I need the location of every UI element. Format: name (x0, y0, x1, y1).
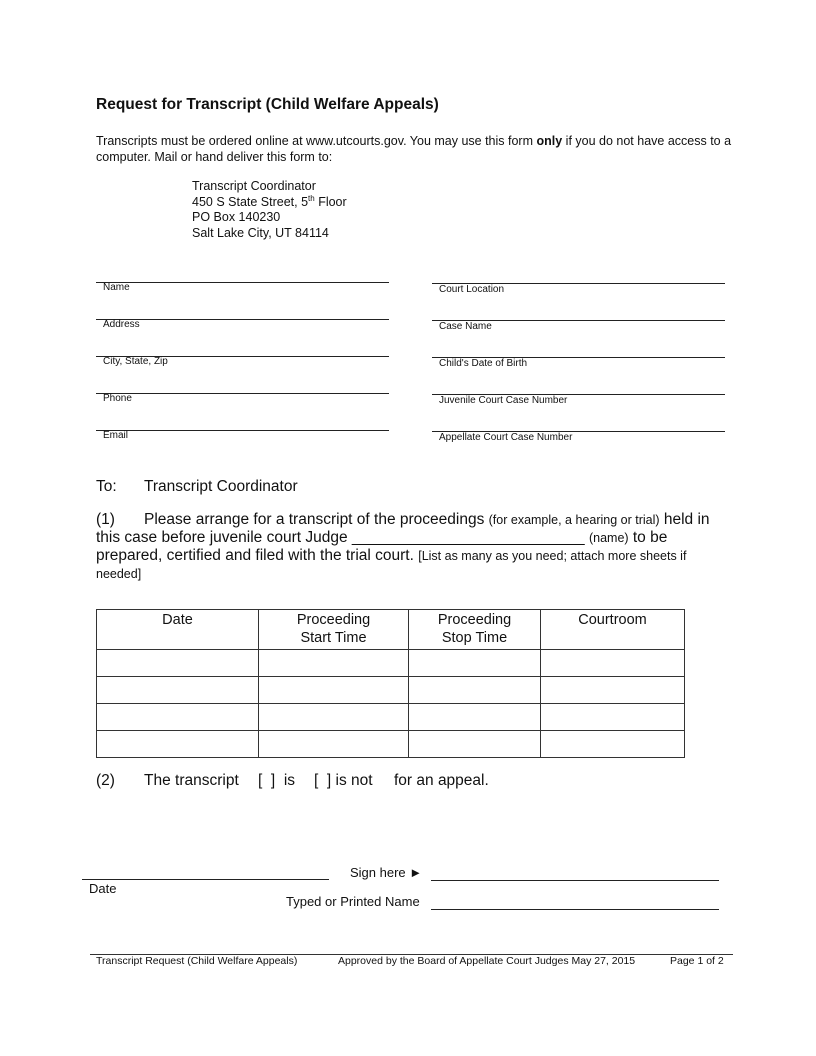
section-1-number: (1) (96, 511, 115, 528)
mailing-address (192, 179, 347, 241)
name-label: Name (103, 282, 130, 293)
address-line-1: Transcript Coordinator (192, 179, 316, 193)
table-cell[interactable] (541, 704, 685, 731)
header-stop-time: Proceeding Stop Time (409, 610, 541, 650)
section-2-tail: for an appeal. (394, 772, 489, 789)
section-1-text: (1) Please arrange for a transcript of the proceedings (for example, a hearing or trial) held in this case before juvenile court Judge ___________________________ (name) to be prepared, certified and filed with the trial court. [List as many as you need; attach more sheets if needed] (96, 511, 710, 581)
header-date: Date (97, 610, 259, 650)
to-line (96, 478, 298, 496)
case-name-label: Case Name (439, 321, 492, 332)
email-label: Email (103, 430, 129, 441)
option-is-not-checkbox[interactable]: [ ] is not (314, 772, 373, 789)
signature-field[interactable] (431, 880, 719, 881)
section-2-lead: The transcript (144, 772, 239, 789)
phone-field[interactable] (96, 393, 389, 394)
table-cell[interactable] (259, 704, 409, 731)
table-row (97, 704, 685, 731)
date-field[interactable] (82, 879, 329, 880)
table-cell[interactable] (97, 731, 259, 758)
table-cell[interactable] (259, 731, 409, 758)
proceedings-table (96, 609, 685, 758)
table-cell[interactable] (541, 731, 685, 758)
section-2-text (96, 772, 489, 790)
table-cell[interactable] (541, 650, 685, 677)
footer-left: Transcript Request (Child Welfare Appeals) (96, 955, 298, 967)
table-cell[interactable] (97, 650, 259, 677)
table-cell[interactable] (259, 677, 409, 704)
address-line-3: PO Box 140230 (192, 210, 281, 224)
date-label: Date (89, 881, 117, 896)
table-cell[interactable] (259, 650, 409, 677)
intro-text (96, 133, 736, 165)
name-field[interactable] (96, 282, 389, 283)
table-cell[interactable] (97, 677, 259, 704)
header-courtroom: Courtroom (541, 610, 685, 650)
footer-center: Approved by the Board of Appellate Court Judges May 27, 2015 (338, 955, 636, 967)
address-label: Address (103, 319, 140, 330)
phone-label: Phone (103, 393, 132, 404)
table-cell[interactable] (541, 677, 685, 704)
table-row (97, 731, 685, 758)
city-state-zip-label: City, State, Zip (103, 356, 168, 367)
address-field[interactable] (96, 319, 389, 320)
printed-name-label: Typed or Printed Name (286, 894, 420, 909)
table-row (97, 677, 685, 704)
page-number: Page 1 of 2 (670, 955, 724, 967)
printed-name-field[interactable] (431, 909, 719, 910)
intro-bold: only (536, 134, 563, 148)
sign-here-label: Sign here ► (350, 865, 423, 880)
address-line-2: 450 S State Street, 5th Floor (192, 193, 347, 209)
child-dob-label: Child's Date of Birth (439, 358, 528, 369)
to-value: Transcript Coordinator (144, 478, 298, 495)
table-cell[interactable] (409, 650, 541, 677)
address-line-4: Salt Lake City, UT 84114 (192, 225, 329, 240)
intro-part1: Transcripts must be ordered online at www.utcourts.gov. You may use this form (96, 134, 537, 148)
table-cell[interactable] (409, 704, 541, 731)
table-cell[interactable] (97, 704, 259, 731)
table-row (97, 650, 685, 677)
to-label: To: (96, 478, 117, 495)
table-cell[interactable] (409, 677, 541, 704)
page-title: Request for Transcript (Child Welfare Appeals) (96, 96, 439, 113)
option-is-checkbox[interactable]: [ ] is (258, 772, 296, 789)
appellate-case-number-label: Appellate Court Case Number (439, 432, 573, 443)
court-location-label: Court Location (439, 284, 505, 295)
email-field[interactable] (96, 430, 389, 431)
section-2-number: (2) (96, 772, 115, 789)
table-cell[interactable] (409, 731, 541, 758)
header-start-time: Proceeding Start Time (259, 610, 409, 650)
intro-part2: if you do not have access to a computer. Mail or hand deliver this form to: (96, 134, 732, 164)
juvenile-case-number-label: Juvenile Court Case Number (439, 395, 568, 406)
